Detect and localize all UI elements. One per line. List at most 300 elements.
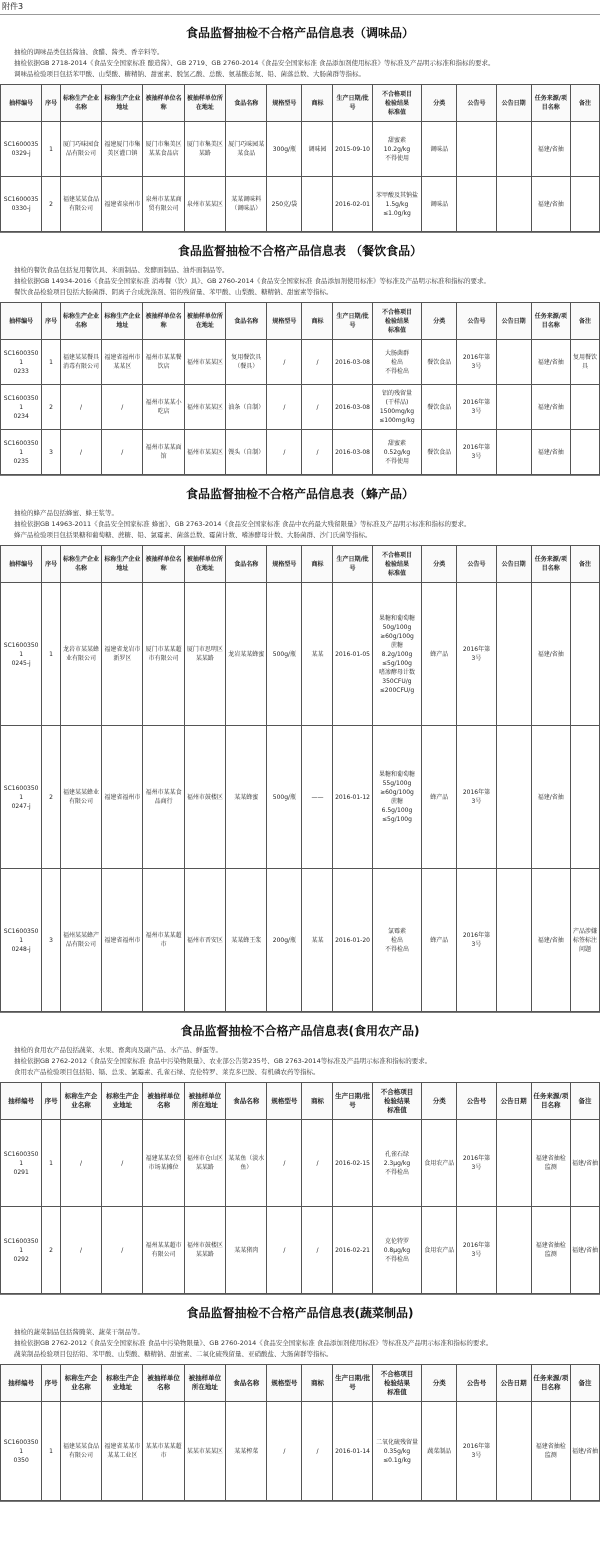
column-header: 抽样编号 [1,85,42,122]
table-cell: 某某蜂蜜 [226,726,267,869]
table-cell: SC16003501 0234 [1,385,42,430]
table-cell [496,430,531,475]
table-cell: 甜蜜素 0.52g/kg 不得使用 [372,430,422,475]
table-cell: 某某 [302,869,333,1012]
column-header: 被抽样单位名称 [143,1365,184,1402]
table-cell: 某某猪肉 [226,1207,267,1294]
table-cell: 某某鱼（淡水鱼） [226,1120,267,1207]
table-cell: 福州市某某小吃店 [143,385,184,430]
column-header: 规格型号 [267,1083,302,1120]
table-cell: 2016年第 3号 [457,583,496,726]
table-cell: 某某蜂王浆 [226,869,267,1012]
table-cell: 2016-01-20 [333,869,372,1012]
note-line: 调味品检验项目包括苯甲酸、山梨酸、糖精钠、甜蜜素、脱氢乙酸、总酸、氨基酸态氮、铅、菌落总数、大肠菌群等指标。 [14,70,365,78]
table-cell: SC16003501 0291 [1,1120,42,1207]
table-cell: 福建/省抽 [531,177,570,232]
table-cell [496,1402,531,1501]
column-header: 商标 [302,546,333,583]
note-line: 抽检的餐饮食品包括复用餐饮具、米面制品、发酵面制品、油炸面制品等。 [14,266,229,274]
column-header: 不合格项目 检验结果 标准值 [372,85,422,122]
table-cell: / [302,430,333,475]
table-cell: 2 [42,177,61,232]
results-table [0,1364,600,1501]
table-cell: 厦门市某某超市有限公司 [143,583,184,726]
table-cell: 福建某某农贸市场某摊位 [143,1120,184,1207]
table-cell: 福建/省抽 [531,385,570,430]
table-cell: 1 [42,1402,61,1501]
table-cell: 蜂产品 [422,726,457,869]
table-cell: / [302,385,333,430]
table-cell [457,122,496,177]
column-header: 生产日期/批号 [333,1365,372,1402]
column-header: 备注 [570,1083,599,1120]
table-cell: 福州市仓山区某某路 [184,1120,225,1207]
table-cell: 食用农产品 [422,1120,457,1207]
table-cell: 250克/袋 [267,177,302,232]
table-header-row [1,303,600,340]
section-catering [0,233,600,476]
column-header: 分类 [422,1083,457,1120]
table-cell: 某某调味料（调味品） [226,177,267,232]
table-cell: 福州市某某超市 [143,869,184,1012]
column-header: 规格型号 [267,1365,302,1402]
table-cell: 厦门市集美区某路 [184,122,225,177]
column-header: 分类 [422,85,457,122]
table-header-row [1,546,600,583]
column-header: 不合格项目 检验结果 标准值 [372,1083,422,1120]
table-row [1,340,600,385]
column-header: 公告日期 [496,303,531,340]
table-cell: 餐饮食品 [422,430,457,475]
table-header-row [1,85,600,122]
table-cell: / [267,1207,302,1294]
table-cell: 1 [42,1120,61,1207]
table-cell: 孔雀石绿 2.3μg/kg 不得检出 [372,1120,422,1207]
table-cell: / [102,1120,143,1207]
table-cell: 福建/省抽 [531,340,570,385]
section-notes [0,265,600,302]
column-header: 序号 [42,85,61,122]
table-cell: 2016-02-15 [333,1120,372,1207]
table-cell: 厦门巧味园某某食品 [226,122,267,177]
section-seasoning [0,15,600,233]
column-header: 标称生产企业名称 [60,1083,101,1120]
column-header: 备注 [570,546,599,583]
column-header: 被抽样单位名称 [143,546,184,583]
table-cell: / [267,1120,302,1207]
table-cell [496,583,531,726]
column-header: 任务来源/项目名称 [531,85,570,122]
table-cell: 甜蜜素 10.2g/kg 不得使用 [372,122,422,177]
column-header: 公告号 [457,303,496,340]
table-cell: 2016-02-01 [333,177,372,232]
column-header: 公告日期 [496,1083,531,1120]
table-cell: 福州市某某面馆 [143,430,184,475]
table-cell: SC16003501 0235 [1,430,42,475]
table-cell: SC16003501 0245-j [1,583,42,726]
table-cell: SC16003501 0350 [1,1402,42,1501]
column-header: 被抽样单位所在地址 [184,1365,225,1402]
table-cell: 厦门市集美区某某食品店 [143,122,184,177]
table-row [1,1207,600,1294]
table-cell: 福建省福州市某某区 [102,340,143,385]
column-header: 标称生产企业名称 [60,303,101,340]
table-cell: 福州市某某食品商行 [143,726,184,869]
column-header: 公告号 [457,546,496,583]
column-header: 标称生产企业名称 [60,85,101,122]
results-table [0,545,600,1012]
table-cell [496,1207,531,1294]
table-cell [570,122,599,177]
note-line: 蜂产品检验项目包括果糖和葡萄糖、蔗糖、铅、氯霉素、菌落总数、霉菌计数、嗜渗酵母计数、大肠菌群、沙门氏菌等指标。 [14,531,372,539]
table-row [1,726,600,869]
table-cell: 调味品 [422,177,457,232]
table-row [1,385,600,430]
table-cell: 厦门市思明区某某路 [184,583,225,726]
note-line: 食用农产品检验项目包括铅、镉、总汞、氯霉素、孔雀石绿、克伦特罗、莱克多巴胺、有机磷农药等指标。 [14,1068,320,1076]
table-cell [496,340,531,385]
column-header: 标称生产企业名称 [60,1365,101,1402]
section-title: 食品监督抽检不合格产品信息表(蔬菜制品) [186,1306,414,1320]
table-cell: 福建/省抽 [531,726,570,869]
table-cell: 果糖和葡萄糖 55g/100g ≥60g/100g 蔗糖 6.5g/100g ≤5g/100g [372,726,422,869]
column-header: 公告日期 [496,546,531,583]
table-cell: 2 [42,385,61,430]
table-cell: 调味品 [422,122,457,177]
table-cell: / [302,1207,333,1294]
table-cell: 福建省抽检 监测 [531,1402,570,1501]
column-header: 序号 [42,303,61,340]
table-cell: 2016-01-14 [333,1402,372,1501]
section-bee-products [0,476,600,1013]
column-header: 被抽样单位所在地址 [184,303,225,340]
column-header: 标称生产企业名称 [60,546,101,583]
column-header: 任务来源/项目名称 [531,1365,570,1402]
table-cell: / [302,340,333,385]
table-cell [496,726,531,869]
table-cell: SC16003501 0233 [1,340,42,385]
table-cell: 克伦特罗 0.8μg/kg 不得检出 [372,1207,422,1294]
table-cell: 2016-03-08 [333,430,372,475]
table-cell: 2016-03-08 [333,340,372,385]
note-line: 抽检依据GB 2762-2012《食品安全国家标准 食品中污染物限量》、GB 2760-2014《食品安全国家标准 食品添加剂使用标准》等标准及产品明示标准和指标的要求。 [14,1339,493,1347]
table-cell: 福建/省抽 [570,1207,599,1294]
table-cell: 3 [42,430,61,475]
table-cell: 2 [42,726,61,869]
column-header: 抽样编号 [1,1083,42,1120]
note-line: 抽检依据GB 14934-2016《食品安全国家标准 消毒餐（饮）具》、GB 2760-2014《食品安全国家标准 食品添加剂使用标准》等标准及产品明示标准和指标的要求。 [14,277,491,285]
table-cell: 某某 [302,583,333,726]
table-cell: 福州市鼓楼区 [184,726,225,869]
table-cell [302,177,333,232]
table-cell: 调味园 [302,122,333,177]
results-table [0,84,600,232]
table-cell: 苯甲酸及其钠盐 1.5g/kg ≤1.0g/kg [372,177,422,232]
table-cell: 福州某某超市有限公司 [143,1207,184,1294]
table-cell: 油条（自制） [226,385,267,430]
section-title: 食品监督抽检不合格产品信息表 （餐饮食品） [177,244,423,258]
table-cell: 福建省龙岩市新罗区 [102,583,143,726]
section-title: 食品监督抽检不合格产品信息表（调味品） [185,26,414,40]
column-header: 被抽样单位所在地址 [184,1083,225,1120]
table-header-row [1,1365,600,1402]
table-cell: 1 [42,122,61,177]
table-cell: 2016-01-05 [333,583,372,726]
table-cell: / [267,430,302,475]
column-header: 商标 [302,1083,333,1120]
table-cell: 龙岩某某蜂蜜 [226,583,267,726]
section-agricultural [0,1013,600,1295]
table-cell: 餐饮食品 [422,340,457,385]
column-header: 备注 [570,1365,599,1402]
table-cell: 500g/瓶 [267,583,302,726]
note-line: 抽检依据GB 14963-2011《食品安全国家标准 蜂蜜》、GB 2763-2014《食品安全国家标准 食品中农药最大残留限量》等标准及产品明示标准和指标的要求。 [14,520,471,528]
table-cell: 1 [42,340,61,385]
table-cell: 蜂产品 [422,583,457,726]
table-cell: 福州市某某餐饮店 [143,340,184,385]
table-cell: 福建某某餐具消毒有限公司 [60,340,101,385]
table-cell: / [102,1207,143,1294]
table-cell: 馒头（自制） [226,430,267,475]
note-line: 抽检依据GB 2718-2014《食品安全国家标准 酿造酱》、GB 2719、GB 2760-2014《食品安全国家标准 食品添加剂使用标准》等标准及产品明示标准和指标的要求。 [14,59,495,67]
table-cell [496,177,531,232]
column-header: 公告号 [457,1365,496,1402]
table-cell [570,385,599,430]
table-cell: / [102,385,143,430]
table-cell: 福建某某蜂业有限公司 [60,726,101,869]
note-line: 抽检的食用农产品包括蔬菜、水果、畜禽肉及副产品、水产品、鲜蛋等。 [14,1046,222,1054]
table-cell: / [60,430,101,475]
table-cell: 某某榨菜 [226,1402,267,1501]
column-header: 标称生产企业地址 [102,303,143,340]
table-cell: —— [302,726,333,869]
section-notes [0,508,600,545]
note-line: 抽检依据GB 2762-2012《食品安全国家标准 食品中污染物限量》、农业部公告第235号、GB 2763-2014等标准及产品明示标准和指标的要求。 [14,1057,432,1065]
section-notes [0,1327,600,1364]
table-cell: 2016年第 3号 [457,340,496,385]
table-cell: 2016年第 3号 [457,430,496,475]
table-cell: 2016-01-12 [333,726,372,869]
table-cell: 福州某某蜂产品有限公司 [60,869,101,1012]
table-cell: SC1600035 0330-j [1,177,42,232]
table-cell: 2016-03-08 [333,385,372,430]
table-cell: 200g/瓶 [267,869,302,1012]
table-cell: 300g/瓶 [267,122,302,177]
table-row [1,1120,600,1207]
table-cell [496,869,531,1012]
attachment-label: 附件3 [0,0,600,15]
table-cell: 2 [42,1207,61,1294]
table-cell: 福建省泉州市 [102,177,143,232]
column-header: 商标 [302,1365,333,1402]
table-cell: 蜂产品 [422,869,457,1012]
table-cell: / [60,385,101,430]
column-header: 生产日期/批号 [333,85,372,122]
table-cell: 2015-09-10 [333,122,372,177]
column-header: 食品名称 [226,1083,267,1120]
column-header: 任务来源/项目名称 [531,1083,570,1120]
column-header: 标称生产企业地址 [102,85,143,122]
column-header: 食品名称 [226,546,267,583]
table-cell: 某某市某某超市 [143,1402,184,1501]
note-line: 抽检的蜂产品包括蜂蜜、蜂王浆等。 [14,509,118,517]
table-cell: 福建省某某市某某工业区 [102,1402,143,1501]
table-row [1,177,600,232]
column-header: 备注 [570,303,599,340]
column-header: 食品名称 [226,85,267,122]
section-notes [0,1045,600,1082]
table-cell [496,1120,531,1207]
table-cell: 2016年第 3号 [457,385,496,430]
table-cell: 3 [42,869,61,1012]
column-header: 被抽样单位名称 [143,1083,184,1120]
table-cell: 福建/省抽 [531,583,570,726]
table-cell: / [102,430,143,475]
table-row [1,1402,600,1501]
table-cell [496,385,531,430]
column-header: 公告号 [457,85,496,122]
table-cell: 食用农产品 [422,1207,457,1294]
column-header: 食品名称 [226,303,267,340]
table-cell: 2016年第 3号 [457,1207,496,1294]
table-cell: SC16003501 0248-j [1,869,42,1012]
table-cell: 餐饮食品 [422,385,457,430]
table-cell: / [267,385,302,430]
column-header: 食品名称 [226,1365,267,1402]
table-cell: 2016年第 3号 [457,869,496,1012]
table-cell: 福建/省抽 [531,430,570,475]
column-header: 标称生产企业地址 [102,1365,143,1402]
column-header: 序号 [42,1365,61,1402]
table-cell: / [267,1402,302,1501]
table-cell: 福建/省抽 [531,869,570,1012]
column-header: 生产日期/批号 [333,1083,372,1120]
column-header: 分类 [422,303,457,340]
table-cell [570,430,599,475]
note-line: 蔬菜制品检验项目包括铅、苯甲酸、山梨酸、糖精钠、甜蜜素、二氧化硫残留量、亚硝酸盐、大肠菌群等指标。 [14,1350,333,1358]
table-row [1,869,600,1012]
table-cell: 福建/省抽 [570,1120,599,1207]
table-cell: 福建某某食品有限公司 [60,177,101,232]
table-cell: SC16003501 0247-j [1,726,42,869]
column-header: 抽样编号 [1,303,42,340]
column-header: 抽样编号 [1,546,42,583]
section-title: 食品监督抽检不合格产品信息表(食用农产品) [180,1024,420,1038]
table-row [1,122,600,177]
table-cell: 泉州市某某商贸有限公司 [143,177,184,232]
table-cell: 福州市某某区 [184,385,225,430]
table-row [1,583,600,726]
table-cell: 泉州市某某区 [184,177,225,232]
table-cell: 福建/省抽 [570,1402,599,1501]
column-header: 不合格项目 检验结果 标准值 [372,303,422,340]
table-cell: SC1600035 0329-j [1,122,42,177]
column-header: 公告号 [457,1083,496,1120]
column-header: 商标 [302,303,333,340]
table-cell [457,177,496,232]
column-header: 备注 [570,85,599,122]
column-header: 任务来源/项目名称 [531,546,570,583]
column-header: 公告日期 [496,1365,531,1402]
table-cell: / [60,1207,101,1294]
column-header: 分类 [422,1365,457,1402]
column-header: 规格型号 [267,303,302,340]
table-cell: / [60,1120,101,1207]
table-cell: 厦门巧味园食品有限公司 [60,122,101,177]
column-header: 序号 [42,546,61,583]
table-cell: SC16003501 0292 [1,1207,42,1294]
table-cell: 大肠菌群 检出 不得检出 [372,340,422,385]
table-cell: 铝的残留量 (干样品) 1500mg/kg ≤100mg/kg [372,385,422,430]
table-cell: 福建省抽检 监测 [531,1120,570,1207]
column-header: 分类 [422,546,457,583]
table-row [1,430,600,475]
table-cell: 果糖和葡萄糖 50g/100g ≥60g/100g 蔗糖 8.2g/100g ≤5g/100g 嗜渗酵母计数 350CFU/g ≤200CFU/g [372,583,422,726]
column-header: 生产日期/批号 [333,546,372,583]
table-cell: 福建厦门市集美区灌口镇 [102,122,143,177]
table-cell: 复用餐饮具 [570,340,599,385]
table-cell: 福州市鼓楼区某某路 [184,1207,225,1294]
table-cell: 1 [42,583,61,726]
column-header: 标称生产企业地址 [102,546,143,583]
table-cell: 二氧化硫残留量 0.35g/kg ≤0.1g/kg [372,1402,422,1501]
table-cell [570,726,599,869]
column-header: 任务来源/项目名称 [531,303,570,340]
table-cell [570,177,599,232]
table-cell: 产品涉嫌 标签标注 问题 [570,869,599,1012]
table-cell: 福州市晋安区 [184,869,225,1012]
table-cell: 福建省福州市 [102,726,143,869]
column-header: 被抽样单位所在地址 [184,546,225,583]
column-header: 生产日期/批号 [333,303,372,340]
table-cell: 复用餐饮具（餐具） [226,340,267,385]
column-header: 序号 [42,1083,61,1120]
note-line: 餐饮食品检验项目包括大肠菌群、阴离子合成洗涤剂、铝的残留量、苯甲酸、山梨酸、糖精钠、甜蜜素等指标。 [14,288,333,296]
column-header: 被抽样单位名称 [143,303,184,340]
table-cell: 福建/省抽 [531,122,570,177]
table-cell: 某某市某某区 [184,1402,225,1501]
column-header: 不合格项目 检验结果 标准值 [372,546,422,583]
column-header: 商标 [302,85,333,122]
table-cell: 蔬菜制品 [422,1402,457,1501]
table-cell: 龙岩市某某蜂业有限公司 [60,583,101,726]
table-cell: 2016年第 3号 [457,1402,496,1501]
note-line: 抽检的蔬菜制品包括酱腌菜、蔬菜干制品等。 [14,1328,144,1336]
column-header: 规格型号 [267,85,302,122]
table-cell: 500g/瓶 [267,726,302,869]
table-cell: 2016年第 3号 [457,1120,496,1207]
table-cell: / [267,340,302,385]
column-header: 被抽样单位所在地址 [184,85,225,122]
column-header: 公告日期 [496,85,531,122]
table-cell: 福州市某某区 [184,430,225,475]
section-vegetable-products [0,1295,600,1502]
table-cell: 福州市某某区 [184,340,225,385]
results-table [0,302,600,475]
note-line: 抽检的调味品类包括酱油、食醋、酱类、香辛料等。 [14,48,164,56]
column-header: 规格型号 [267,546,302,583]
table-cell: 2016年第 3号 [457,726,496,869]
results-table [0,1082,600,1294]
table-cell: 2016-02-21 [333,1207,372,1294]
column-header: 被抽样单位名称 [143,85,184,122]
section-title: 食品监督抽检不合格产品信息表（蜂产品） [185,487,414,501]
column-header: 不合格项目 检验结果 标准值 [372,1365,422,1402]
table-cell: 福建某某食品有限公司 [60,1402,101,1501]
table-cell: 福建省抽检 监测 [531,1207,570,1294]
table-cell: / [302,1402,333,1501]
column-header: 标称生产企业地址 [102,1083,143,1120]
